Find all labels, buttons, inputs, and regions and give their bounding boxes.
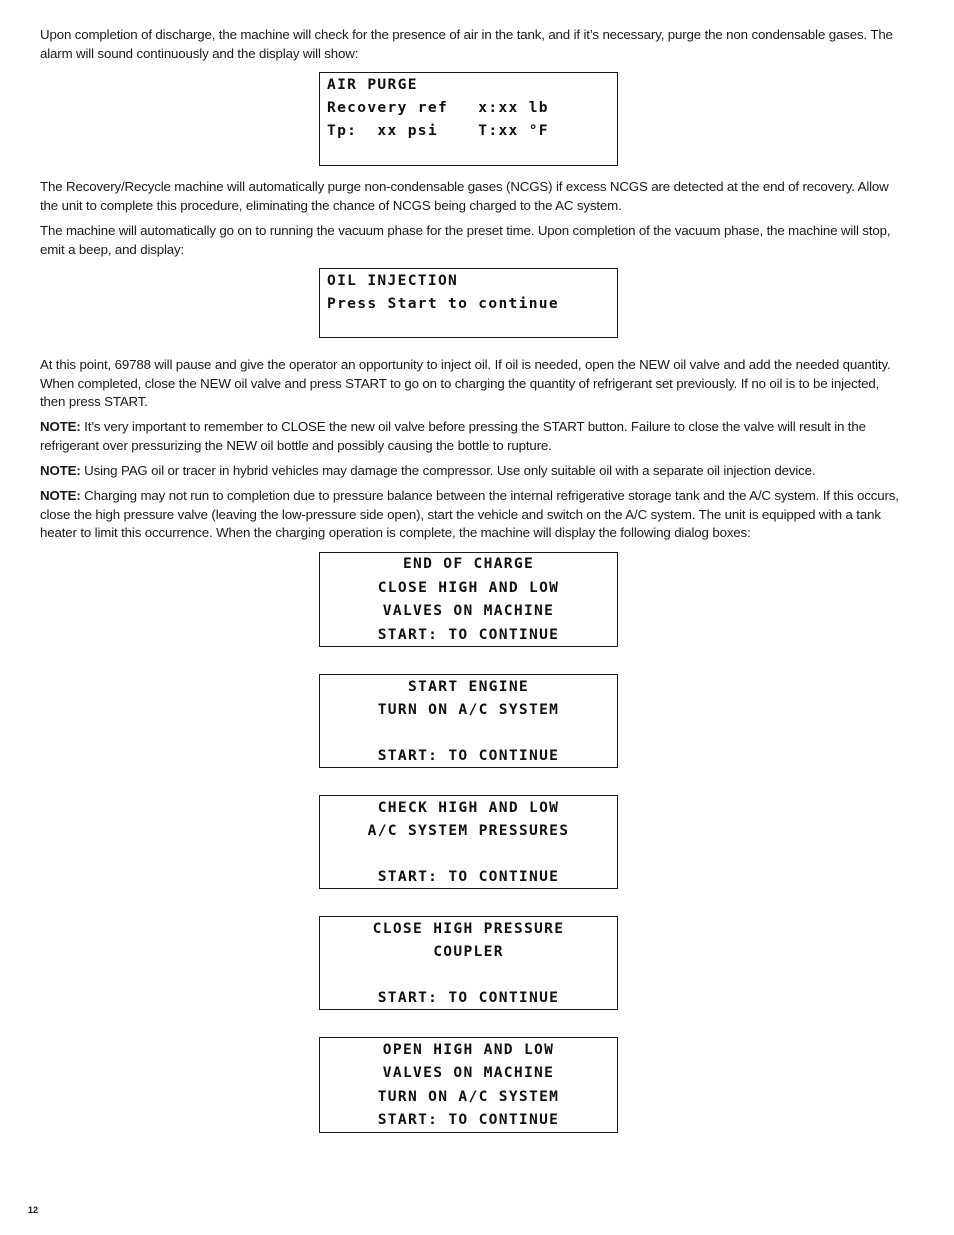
end-of-charge-display (319, 552, 618, 647)
display-line: START: TO CONTINUE (377, 1111, 560, 1128)
note-label: NOTE: (40, 463, 81, 478)
display-line: CLOSE HIGH AND LOW (377, 579, 560, 596)
start-engine-display (319, 674, 618, 768)
display-line: VALVES ON MACHINE (382, 602, 555, 619)
oil-injection-paragraph: At this point, 69788 will pause and give the operator an opportunity to inject oil. If oil is needed, open the NEW oil valve and add the needed quantity. When completed, close the NEW oil valve and press START to go on to charging the quantity of refrigerant set previously. If no oil is to be injected, then press START. (40, 357, 891, 410)
display-line: OPEN HIGH AND LOW (382, 1041, 555, 1058)
note-text: Using PAG oil or tracer in hybrid vehicles may damage the compressor. Use only suitable oil with a separate oil injection device. (80, 463, 816, 478)
open-valves-display (319, 1037, 618, 1133)
note-label: NOTE: (40, 419, 81, 434)
display-line: A/C SYSTEM PRESSURES (367, 822, 570, 839)
note-pag-oil (40, 462, 906, 481)
note-text: It’s very important to remember to CLOSE the new oil valve before pressing the START button. Failure to close the valve will result in the refrigerant over pressurizing the NEW oil bottle and possibly causing the bottle to rupture. (40, 419, 866, 453)
note-oil-valve (40, 418, 906, 455)
intro-paragraph: Upon completion of discharge, the machine will check for the presence of air in the tank, and if it’s necessary, purge the non condensable gases. The alarm will sound continuously and the display will show: (40, 27, 893, 61)
check-pressures-display (319, 795, 618, 889)
display-line: START: TO CONTINUE (377, 989, 560, 1006)
display-line: START ENGINE (407, 678, 530, 695)
ncgs-purge-paragraph: The Recovery/Recycle machine will automatically purge non-condensable gases (NCGS) if excess NCGS are detected at the end of recovery. Allow the unit to complete this procedure, eliminating the chance of NCGS being charged to the AC system. (40, 179, 889, 213)
close-coupler-display (319, 916, 618, 1010)
display-line: TURN ON A/C SYSTEM (377, 701, 560, 718)
note-text: Charging may not run to completion due to pressure balance between the internal refrigerative storage tank and the A/C system. If this occurs, close the high pressure valve (leaving the low-pressure side open), start the vehicle and switch on the A/C system. The unit is equipped with a tank heater to limit this occurrence. When the charging operation is complete, the machine will display the following dialog boxes: (40, 488, 899, 541)
air-purge-display (319, 72, 618, 166)
display-line: START: TO CONTINUE (377, 626, 560, 643)
display-line: AIR PURGE (327, 76, 418, 93)
display-line: CHECK HIGH AND LOW (377, 799, 560, 816)
vacuum-phase-paragraph: The machine will automatically go on to running the vacuum phase for the preset time. Upon completion of the vacuum phase, the machine will stop, emit a beep, and display: (40, 223, 891, 257)
display-line: END OF CHARGE (402, 555, 535, 572)
note-charging (40, 487, 906, 543)
page-number: 12 (28, 1205, 39, 1215)
display-line: TURN ON A/C SYSTEM (377, 1088, 560, 1105)
display-line: Press Start to continue (327, 295, 559, 312)
display-line: CLOSE HIGH PRESSURE (372, 920, 565, 937)
display-line: Tp: xx psi T:xx °F (327, 122, 549, 139)
display-line: START: TO CONTINUE (377, 747, 560, 764)
display-line: START: TO CONTINUE (377, 868, 560, 885)
display-line: COUPLER (433, 943, 504, 960)
oil-injection-display (319, 268, 618, 338)
display-line: VALVES ON MACHINE (382, 1064, 555, 1081)
display-line: Recovery ref x:xx lb (327, 99, 549, 116)
note-label: NOTE: (40, 488, 81, 503)
display-line: OIL INJECTION (327, 272, 459, 289)
